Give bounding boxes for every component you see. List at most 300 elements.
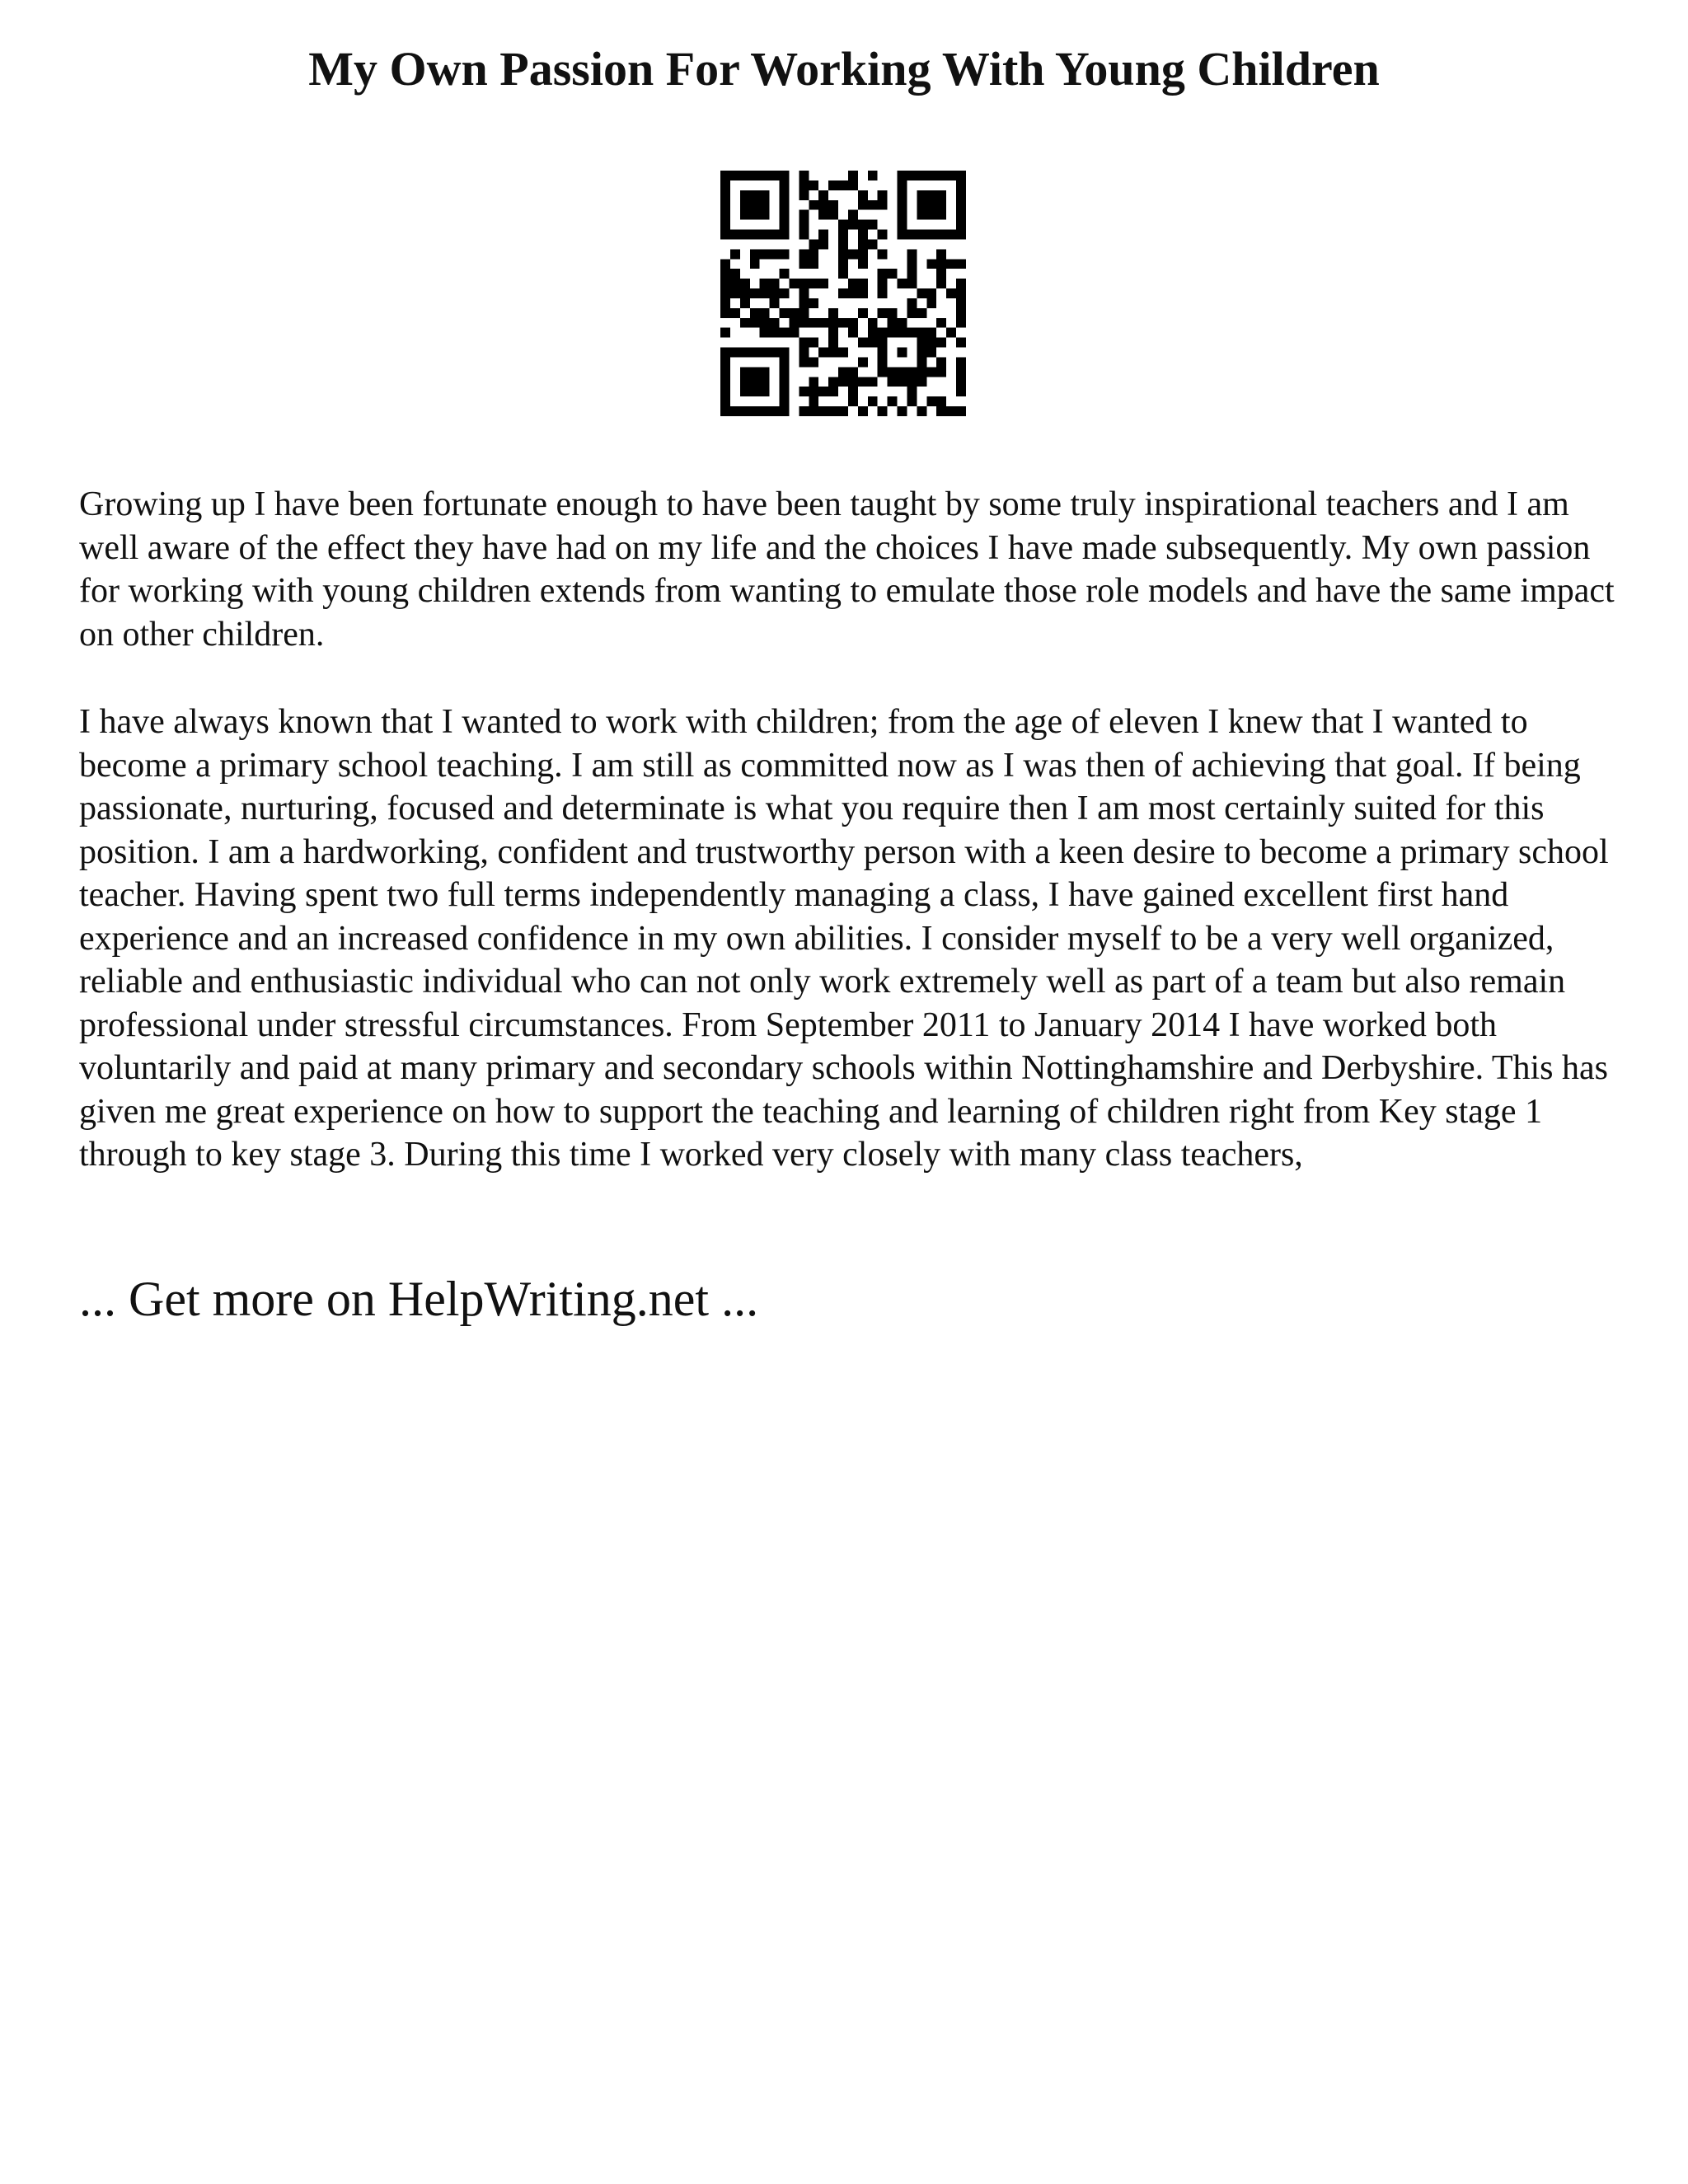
qr-module — [888, 318, 898, 328]
qr-module — [760, 348, 770, 358]
qr-module — [740, 210, 750, 220]
qr-module — [809, 239, 818, 249]
qr-module — [799, 279, 809, 288]
qr-module — [878, 190, 888, 200]
qr-module — [799, 210, 809, 220]
qr-module — [848, 288, 858, 298]
qr-module — [720, 377, 730, 387]
qr-module — [917, 288, 926, 298]
qr-module — [926, 210, 936, 220]
qr-module — [858, 190, 868, 200]
qr-module — [926, 230, 936, 240]
qr-module — [780, 308, 790, 318]
qr-module — [926, 338, 936, 348]
qr-module — [956, 406, 966, 416]
qr-module — [907, 298, 917, 308]
qr-module — [730, 348, 740, 358]
qr-module — [858, 377, 868, 387]
qr-module — [828, 387, 838, 396]
qr-module — [828, 308, 838, 318]
qr-module — [780, 230, 790, 240]
qr-module — [720, 210, 730, 220]
qr-module — [868, 220, 878, 230]
qr-module — [799, 230, 809, 240]
qr-module — [858, 338, 868, 348]
qr-module — [917, 171, 926, 180]
qr-module — [730, 279, 740, 288]
qr-module — [780, 200, 790, 210]
qr-module — [868, 318, 878, 328]
qr-module — [780, 396, 790, 406]
qr-module — [898, 348, 907, 358]
qr-module — [809, 396, 818, 406]
qr-module — [770, 298, 780, 308]
qr-module — [956, 220, 966, 230]
qr-module — [936, 338, 946, 348]
qr-module — [907, 308, 917, 318]
qr-module — [740, 190, 750, 200]
qr-module — [789, 318, 799, 328]
qr-module — [878, 338, 888, 348]
qr-module — [956, 298, 966, 308]
qr-module — [917, 377, 926, 387]
qr-module — [888, 308, 898, 318]
qr-module — [898, 377, 907, 387]
qr-module — [760, 328, 770, 338]
qr-module — [956, 338, 966, 348]
qr-module — [720, 200, 730, 210]
qr-module — [926, 171, 936, 180]
qr-module — [750, 200, 760, 210]
qr-module — [898, 180, 907, 190]
qr-module — [818, 210, 828, 220]
qr-module — [789, 279, 799, 288]
qr-module — [760, 406, 770, 416]
qr-module — [780, 387, 790, 396]
qr-module — [926, 288, 936, 298]
qr-module — [838, 367, 848, 377]
qr-module — [740, 279, 750, 288]
qr-module — [780, 406, 790, 416]
qr-module — [838, 348, 848, 358]
qr-module — [799, 387, 809, 396]
qr-module — [799, 318, 809, 328]
qr-module — [730, 308, 740, 318]
qr-module — [838, 239, 848, 249]
qr-module — [799, 171, 809, 180]
qr-module — [780, 171, 790, 180]
qr-module — [740, 298, 750, 308]
qr-module — [858, 259, 868, 269]
qr-module — [848, 377, 858, 387]
qr-module — [730, 249, 740, 259]
qr-module — [720, 259, 730, 269]
qr-module — [770, 328, 780, 338]
qr-module — [898, 318, 907, 328]
qr-module — [926, 328, 936, 338]
qr-module — [760, 249, 770, 259]
qr-module — [809, 279, 818, 288]
qr-module — [799, 190, 809, 200]
qr-module — [946, 171, 956, 180]
qr-module — [936, 230, 946, 240]
qr-module — [760, 308, 770, 318]
qr-module — [917, 200, 926, 210]
qr-module — [720, 171, 730, 180]
qr-module — [770, 288, 780, 298]
qr-module — [936, 200, 946, 210]
qr-module — [848, 367, 858, 377]
qr-module — [868, 171, 878, 180]
qr-module — [818, 200, 828, 210]
qr-module — [740, 406, 750, 416]
qr-module — [917, 406, 926, 416]
qr-module — [888, 396, 898, 406]
qr-module — [720, 180, 730, 190]
qr-module — [780, 249, 790, 259]
qr-module — [917, 190, 926, 200]
qr-module — [917, 308, 926, 318]
qr-module — [760, 387, 770, 396]
qr-module — [740, 348, 750, 358]
qr-module — [760, 210, 770, 220]
qr-module — [780, 377, 790, 387]
qr-module — [898, 190, 907, 200]
qr-module — [898, 279, 907, 288]
qr-module — [838, 230, 848, 240]
qr-module — [878, 249, 888, 259]
qr-module — [809, 249, 818, 259]
qr-module — [936, 406, 946, 416]
qr-module — [838, 180, 848, 190]
qr-module — [956, 357, 966, 367]
qr-module — [818, 387, 828, 396]
qr-module — [936, 190, 946, 200]
qr-module — [956, 180, 966, 190]
qr-module — [956, 259, 966, 269]
qr-module — [878, 357, 888, 367]
qr-module — [936, 259, 946, 269]
qr-module — [750, 190, 760, 200]
qr-module — [750, 288, 760, 298]
qr-module — [750, 387, 760, 396]
qr-module — [828, 377, 838, 387]
qr-module — [848, 396, 858, 406]
qr-code-graphic — [720, 171, 966, 416]
qr-module — [809, 377, 818, 387]
qr-module — [888, 269, 898, 279]
qr-module — [848, 279, 858, 288]
qr-module — [720, 279, 730, 288]
qr-module — [770, 279, 780, 288]
qr-module — [720, 348, 730, 358]
qr-module — [828, 328, 838, 338]
qr-module — [946, 328, 956, 338]
qr-module — [760, 288, 770, 298]
qr-module — [917, 328, 926, 338]
qr-module — [750, 308, 760, 318]
qr-module — [848, 387, 858, 396]
qr-module — [780, 348, 790, 358]
body-paragraph: I have always known that I wanted to work with children; from the age of eleven I knew that I wanted to become a primary school teaching. I am still as committed now as I was then of achieving that goal. If being passionate, nurturing, focused and determinate is what you require then I am most certainly suited for this position. I am a hardworking, confident and trustworthy person with a keen desire to become a primary school teacher. Having spent two full terms independently managing a class, I have gained excellent first hand experience and an increased confidence in my own abilities. I consider myself to be a very well organized, reliable and enthusiastic individual who can not only work extremely well as part of a team but also remain professional under stressful circumstances. From September 2011 to January 2014 I have worked both voluntarily and paid at many primary and secondary schools within Nottinghamshire and Derbyshire. This has given me great experience on how to support the teaching and learning of children right from Key stage 1 through to key stage 3. During this time I worked very closely with many class teachers, — [79, 703, 1609, 1174]
qr-module — [878, 308, 888, 318]
qr-module — [917, 367, 926, 377]
qr-module — [760, 367, 770, 377]
qr-module — [898, 367, 907, 377]
qr-module — [848, 328, 858, 338]
qr-module — [720, 288, 730, 298]
qr-module — [956, 200, 966, 210]
qr-module — [907, 279, 917, 288]
qr-module — [858, 239, 868, 249]
qr-module — [956, 190, 966, 200]
qr-module — [720, 387, 730, 396]
qr-module — [750, 259, 760, 269]
qr-module — [789, 328, 799, 338]
qr-module — [868, 239, 878, 249]
qr-module — [720, 406, 730, 416]
qr-module — [838, 249, 848, 259]
qr-module — [799, 406, 809, 416]
qr-module — [799, 288, 809, 298]
qr-module — [878, 269, 888, 279]
qr-module — [828, 210, 838, 220]
qr-module — [848, 249, 858, 259]
qr-module — [848, 318, 858, 328]
qr-module — [907, 269, 917, 279]
qr-module — [868, 200, 878, 210]
qr-module — [848, 220, 858, 230]
qr-module — [828, 338, 838, 348]
qr-module — [730, 269, 740, 279]
qr-module — [898, 200, 907, 210]
qr-module — [878, 348, 888, 358]
qr-module — [818, 406, 828, 416]
qr-module — [780, 367, 790, 377]
qr-module — [956, 210, 966, 220]
qr-module — [818, 230, 828, 240]
qr-module — [799, 308, 809, 318]
qr-module — [838, 220, 848, 230]
qr-module — [917, 210, 926, 220]
qr-module — [809, 387, 818, 396]
qr-module — [740, 288, 750, 298]
qr-module — [888, 328, 898, 338]
qr-module — [878, 200, 888, 210]
qr-module — [828, 180, 838, 190]
qr-module — [828, 406, 838, 416]
qr-module — [907, 396, 917, 406]
qr-module — [838, 318, 848, 328]
qr-module — [740, 200, 750, 210]
qr-module — [838, 377, 848, 387]
qr-module — [956, 387, 966, 396]
qr-module — [946, 288, 956, 298]
qr-module — [799, 348, 809, 358]
qr-module — [760, 377, 770, 387]
qr-module — [907, 230, 917, 240]
qr-module — [750, 210, 760, 220]
qr-module — [740, 318, 750, 328]
qr-module — [780, 180, 790, 190]
qr-module — [878, 367, 888, 377]
qr-module — [956, 308, 966, 318]
qr-module — [730, 406, 740, 416]
qr-module — [780, 357, 790, 367]
qr-module — [770, 318, 780, 328]
qr-module — [740, 230, 750, 240]
qr-module — [750, 230, 760, 240]
qr-module — [809, 180, 818, 190]
qr-module — [917, 230, 926, 240]
qr-module — [750, 348, 760, 358]
qr-module — [838, 259, 848, 269]
qr-module — [858, 220, 868, 230]
qr-module — [878, 288, 888, 298]
qr-module — [750, 377, 760, 387]
qr-module — [936, 396, 946, 406]
qr-module — [740, 387, 750, 396]
qr-module — [789, 308, 799, 318]
qr-module — [799, 298, 809, 308]
qr-module — [799, 220, 809, 230]
qr-module — [770, 171, 780, 180]
qr-module — [926, 367, 936, 377]
qr-module — [956, 171, 966, 180]
qr-module — [858, 308, 868, 318]
qr-module — [858, 288, 868, 298]
qr-module — [946, 406, 956, 416]
qr-module — [898, 210, 907, 220]
qr-module — [809, 298, 818, 308]
qr-module — [809, 318, 818, 328]
qr-module — [936, 269, 946, 279]
qr-module — [720, 220, 730, 230]
qr-module — [926, 396, 936, 406]
qr-module — [799, 338, 809, 348]
qr-module — [770, 249, 780, 259]
qr-module — [780, 328, 790, 338]
qr-module — [878, 406, 888, 416]
qr-module — [828, 318, 838, 328]
qr-module — [828, 200, 838, 210]
qr-module — [858, 249, 868, 259]
qr-module — [936, 318, 946, 328]
qr-module — [878, 230, 888, 240]
get-more-link[interactable]: ... Get more on HelpWriting.net ... — [79, 1272, 759, 1326]
qr-module — [780, 269, 790, 279]
qr-module — [936, 279, 946, 288]
qr-module — [926, 190, 936, 200]
qr-module — [760, 230, 770, 240]
qr-module — [907, 377, 917, 387]
qr-module — [720, 367, 730, 377]
qr-module — [936, 249, 946, 259]
qr-module — [809, 200, 818, 210]
qr-module — [946, 230, 956, 240]
body-paragraph: Growing up I have been fortunate enough to have been taught by some truly inspirational teachers and I am well aware of the effect they have had on my life and the choices I have made subsequently. My own passion for working with young children extends from wanting to emulate those role models and have the same impact on other children. — [79, 485, 1615, 654]
qr-module — [818, 318, 828, 328]
qr-module — [730, 171, 740, 180]
qr-module — [858, 200, 868, 210]
qr-module — [809, 259, 818, 269]
qr-code-icon — [720, 171, 966, 416]
qr-module — [868, 396, 878, 406]
qr-module — [858, 406, 868, 416]
qr-module — [720, 357, 730, 367]
qr-module — [936, 171, 946, 180]
qr-module — [936, 210, 946, 220]
qr-module — [917, 338, 926, 348]
qr-module — [770, 348, 780, 358]
qr-module — [818, 279, 828, 288]
qr-module — [809, 357, 818, 367]
qr-module — [898, 230, 907, 240]
qr-module — [888, 367, 898, 377]
qr-module — [809, 338, 818, 348]
qr-module — [868, 328, 878, 338]
qr-module — [898, 220, 907, 230]
qr-module — [898, 406, 907, 416]
qr-module — [720, 308, 730, 318]
qr-module — [907, 249, 917, 259]
qr-module — [720, 328, 730, 338]
qr-module — [868, 377, 878, 387]
qr-module — [750, 406, 760, 416]
qr-module — [740, 377, 750, 387]
qr-module — [720, 396, 730, 406]
qr-module — [848, 171, 858, 180]
qr-module — [799, 180, 809, 190]
qr-module — [917, 357, 926, 367]
qr-module — [898, 171, 907, 180]
qr-module — [780, 288, 790, 298]
qr-module — [760, 318, 770, 328]
qr-module — [740, 171, 750, 180]
qr-module — [799, 259, 809, 269]
qr-module — [848, 210, 858, 220]
qr-module — [926, 200, 936, 210]
qr-module — [780, 190, 790, 200]
qr-module — [780, 220, 790, 230]
qr-module — [760, 171, 770, 180]
qr-module — [858, 279, 868, 288]
qr-module — [926, 298, 936, 308]
qr-module — [868, 338, 878, 348]
qr-module — [838, 406, 848, 416]
qr-module — [770, 230, 780, 240]
qr-module — [858, 357, 868, 367]
qr-module — [878, 279, 888, 288]
qr-module — [878, 328, 888, 338]
qr-module — [818, 348, 828, 358]
qr-module — [760, 200, 770, 210]
qr-module — [818, 190, 828, 200]
qr-module — [838, 269, 848, 279]
qr-module — [838, 288, 848, 298]
qr-module — [858, 230, 868, 240]
qr-module — [809, 406, 818, 416]
qr-module — [907, 171, 917, 180]
qr-module — [917, 348, 926, 358]
qr-module — [750, 171, 760, 180]
qr-module — [848, 180, 858, 190]
qr-module — [888, 377, 898, 387]
qr-module — [780, 210, 790, 220]
qr-module — [740, 367, 750, 377]
qr-module — [720, 269, 730, 279]
qr-module — [720, 190, 730, 200]
